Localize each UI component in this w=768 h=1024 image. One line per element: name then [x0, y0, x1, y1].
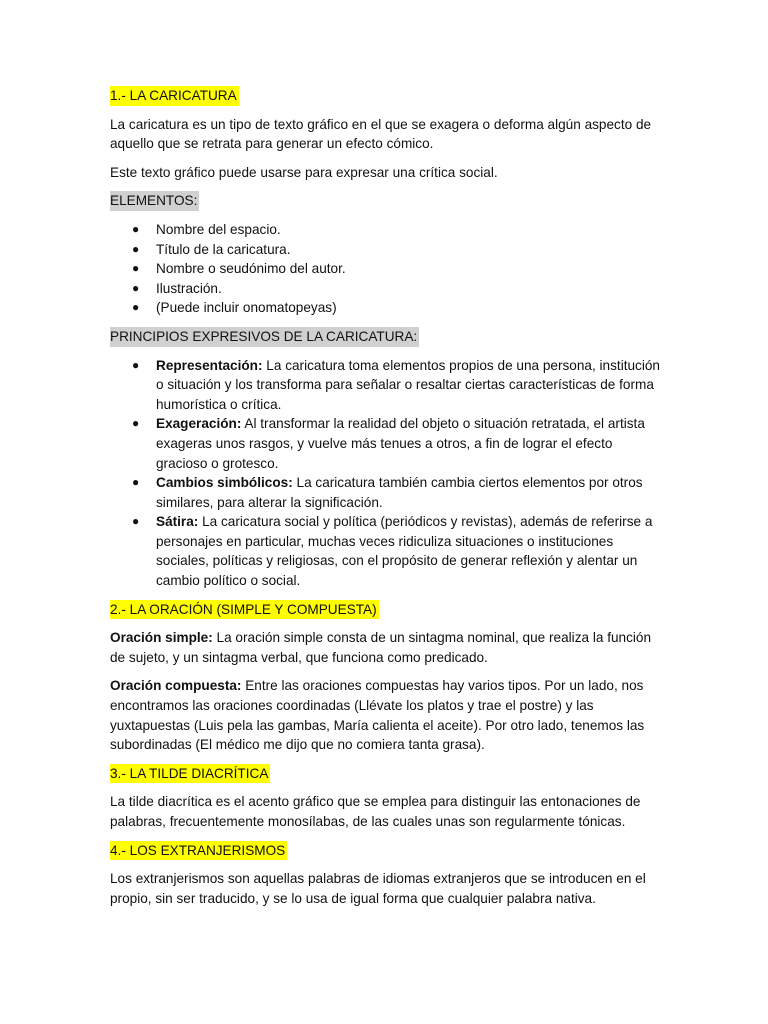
bullet-icon: ● — [132, 261, 140, 276]
bullet-icon: ● — [132, 280, 140, 295]
subheading-principios: PRINCIPIOS EXPRESIVOS DE LA CARICATURA: — [110, 327, 419, 347]
bullet-icon: ● — [132, 416, 140, 431]
list-item: ● Ilustración. — [110, 279, 665, 299]
bullet-icon: ● — [132, 241, 140, 256]
list-item: ● (Puede incluir onomatopeyas) — [110, 298, 665, 318]
list-item: ● Título de la caricatura. — [110, 240, 665, 260]
document-page — [110, 86, 665, 917]
term-exageracion: Exageración: — [156, 416, 242, 432]
paragraph-caricatura-critica: Este texto gráfico puede usarse para expresar una crítica social. — [110, 164, 498, 180]
section-heading-caricatura: 1.- LA CARICATURA — [110, 86, 239, 106]
term-oracion-simple: Oración simple: — [110, 630, 213, 646]
term-cambios-simbolicos: Cambios simbólicos: — [156, 475, 293, 491]
paragraph-extranjerismos: Los extranjerismos son aquellas palabras de idiomas extranjeros que se introducen en el propio, sin ser traducido, y se lo usa de igual forma que cualquier palabra nativa. — [110, 871, 646, 906]
paragraph-tilde: La tilde diacrítica es el acento gráfico que se emplea para distinguir las entonaciones de palabras, frecuentemente monosílabas, de las cuales unas son regularmente tónicas. — [110, 794, 641, 829]
subheading-elementos: ELEMENTOS: — [110, 191, 199, 211]
paragraph-oracion-compuesta: Oración compuesta: Entre las oraciones compuestas hay varios tipos. Por un lado, nos encontramos las oraciones coordinadas (Llévate los platos y trae el postre) y las yuxtapuestas (Luis pela las gambas, María calienta el aceite). Por otro lado, tenemos las subordinadas (El médico me dijo que no comiera tanta grasa). — [110, 678, 645, 753]
section-heading-oracion: 2.- LA ORACIÓN (SIMPLE Y COMPUESTA) — [110, 600, 379, 620]
list-item: ● Representación: La caricatura toma elementos propios de una persona, institución o situación y los transforma para señalar o resaltar ciertas características de forma humorística o crítica. — [132, 357, 660, 412]
list-principios — [110, 356, 665, 591]
paragraph-caricatura-definicion: La caricatura es un tipo de texto gráfico en el que se exagera o deforma algún aspecto de aquello que se retrata para generar un efecto cómico. — [110, 116, 652, 152]
list-item: ● Nombre o seudónimo del autor. — [110, 259, 665, 279]
term-oracion-compuesta: Oración compuesta: — [110, 678, 242, 694]
bullet-icon: ● — [132, 357, 140, 372]
term-satira: Sátira: — [156, 514, 199, 530]
list-item: ● Sátira: La caricatura social y política (periódicos y revistas), además de referirse a personajes en particular, muchas veces ridiculiza situaciones o instituciones sociales, políticas y religiosas, con el propósito de generar reflexión y alentar un cambio político o social. — [132, 514, 653, 589]
section-heading-extranjerismos: 4.- LOS EXTRANJERISMOS — [110, 841, 287, 861]
list-elementos — [110, 220, 665, 318]
term-representacion: Representación: — [156, 357, 263, 373]
bullet-icon: ● — [132, 300, 140, 315]
list-item: ● Exageración: Al transformar la realidad del objeto o situación retratada, el artista exageras unos rasgos, y vuelve más tenues a otros, a fin de lograr el efecto gracioso o grotesco. — [132, 416, 645, 471]
list-item: ● Nombre del espacio. — [110, 220, 665, 240]
bullet-icon: ● — [132, 514, 140, 529]
bullet-icon: ● — [132, 475, 140, 490]
paragraph-oracion-simple: Oración simple: La oración simple consta de un sintagma nominal, que realiza la función de sujeto, y un sintagma verbal, que funciona como predicado. — [110, 630, 652, 665]
bullet-icon: ● — [132, 221, 140, 236]
list-item: ● Cambios simbólicos: La caricatura también cambia ciertos elementos por otros similares, para alterar la significación. — [132, 475, 643, 510]
section-heading-tilde: 3.- LA TILDE DIACRÍTICA — [110, 764, 270, 784]
